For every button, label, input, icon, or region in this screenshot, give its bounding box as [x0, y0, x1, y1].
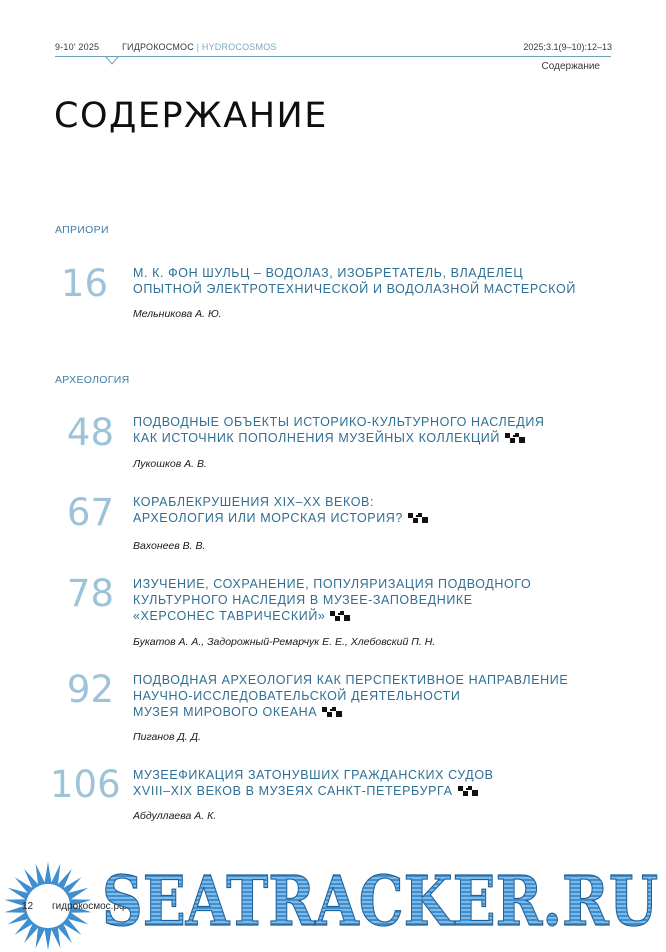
page-title: СОДЕРЖАНИЕ	[54, 96, 328, 136]
entry-title-line: КУЛЬТУРНОГО НАСЛЕДИЯ В МУЗЕЕ-ЗАПОВЕДНИКЕ	[133, 593, 473, 607]
qr-code-icon[interactable]	[458, 786, 478, 796]
entry-title[interactable]	[133, 576, 613, 624]
entry-title[interactable]	[133, 494, 613, 526]
footer-site-link[interactable]: гидрокосмос.рф	[52, 901, 128, 912]
entry-title-line: ПОДВОДНЫЕ ОБЪЕКТЫ ИСТОРИКО-КУЛЬТУРНОГО НАСЛЕДИЯ	[133, 415, 545, 429]
qr-code-icon[interactable]	[322, 707, 342, 717]
footer-page-number: 12	[22, 901, 34, 912]
entry-author: Букатов А. А., Задорожный-Ремарчук Е. Е., Хлебовский П. Н.	[133, 636, 436, 648]
entry-title-line: ИЗУЧЕНИЕ, СОХРАНЕНИЕ, ПОПУЛЯРИЗАЦИЯ ПОДВОДНОГО	[133, 577, 532, 591]
entry-author: Мельникова А. Ю.	[133, 308, 222, 320]
entry-author: Абдуллаева А. К.	[133, 810, 217, 822]
entry-page-number: 48	[66, 411, 114, 454]
entry-page-number: 92	[66, 668, 114, 711]
section-heading-apriori: АПРИОРИ	[55, 224, 109, 236]
entry-title[interactable]	[133, 672, 613, 720]
entry-page-number: 67	[66, 491, 114, 534]
journal-separator: |	[196, 42, 200, 52]
running-header-left	[55, 42, 277, 52]
header-notch-icon	[105, 56, 119, 66]
watermark-logo	[100, 855, 660, 935]
journal-name-ru: ГИДРОКОСМОС	[121, 42, 194, 52]
header-rule	[55, 56, 611, 57]
section-heading-archaeology: АРХЕОЛОГИЯ	[55, 374, 130, 386]
entry-title-line: ОПЫТНОЙ ЭЛЕКТРОТЕХНИЧЕСКОЙ И ВОДОЛАЗНОЙ МАСТЕРСКОЙ	[133, 282, 576, 296]
entry-title-line: ПОДВОДНАЯ АРХЕОЛОГИЯ КАК ПЕРСПЕКТИВНОЕ НАПРАВЛЕНИЕ	[133, 673, 569, 687]
entry-title-line: МУЗЕЕФИКАЦИЯ ЗАТОНУВШИХ ГРАЖДАНСКИХ СУДОВ	[133, 768, 494, 782]
entry-title-line: М. К. ФОН ШУЛЬЦ – ВОДОЛАЗ, ИЗОБРЕТАТЕЛЬ, ВЛАДЕЛЕЦ	[133, 266, 524, 280]
issue-label: 9-10' 2025	[55, 42, 100, 52]
entry-author: Вахонеев В. В.	[133, 540, 206, 552]
qr-code-icon[interactable]	[505, 433, 525, 443]
entry-page-number: 16	[60, 262, 108, 305]
entry-page-number: 78	[66, 572, 114, 615]
qr-code-icon[interactable]	[330, 611, 350, 621]
entry-title[interactable]	[133, 767, 613, 799]
entry-title[interactable]	[133, 414, 613, 446]
entry-title-line: НАУЧНО-ИССЛЕДОВАТЕЛЬСКОЙ ДЕЯТЕЛЬНОСТИ	[133, 689, 461, 703]
qr-code-icon[interactable]	[408, 513, 428, 523]
entry-title-line: МУЗЕЯ МИРОВОГО ОКЕАНА	[133, 705, 318, 719]
entry-title-line: XVIII–XIX ВЕКОВ В МУЗЕЯХ САНКТ-ПЕТЕРБУРГА	[133, 784, 453, 798]
entry-title[interactable]	[133, 265, 613, 297]
entry-page-number: 106	[50, 763, 121, 806]
entry-title-line: «ХЕРСОНЕС ТАВРИЧЕСКИЙ»	[133, 609, 326, 623]
entry-title-line: КАК ИСТОЧНИК ПОПОЛНЕНИЯ МУЗЕЙНЫХ КОЛЛЕКЦИЙ	[133, 431, 500, 445]
entry-author: Пиганов Д. Д.	[133, 731, 201, 743]
entry-title-line: АРХЕОЛОГИЯ ИЛИ МОРСКАЯ ИСТОРИЯ?	[133, 511, 403, 525]
citation-label: 2025;3.1(9–10):12–13	[523, 42, 612, 52]
entry-author: Лукошков А. В.	[133, 458, 207, 470]
journal-name-en: HYDROCOSMOS	[201, 42, 277, 52]
watermark-text: SEATRACKER.RU	[102, 862, 658, 935]
header-section-label: Содержание	[541, 61, 600, 72]
entry-title-line: КОРАБЛЕКРУШЕНИЯ XIX–XX ВЕКОВ:	[133, 495, 375, 509]
